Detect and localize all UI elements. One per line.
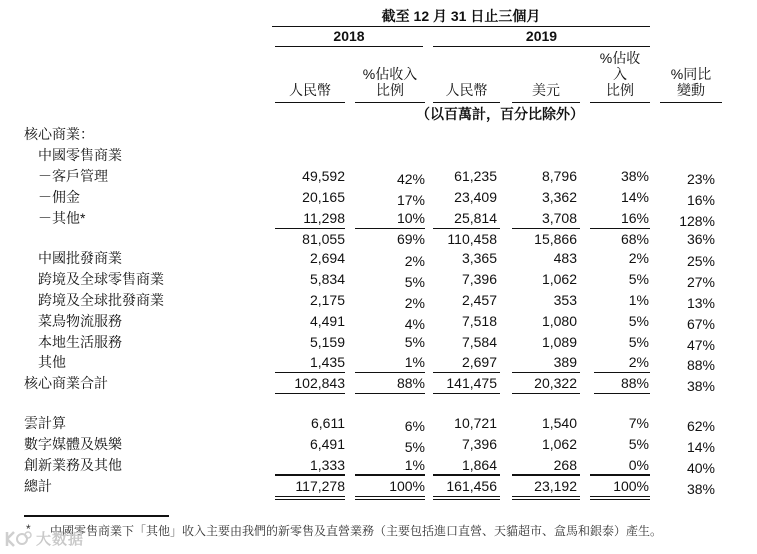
cell-2019-pct: 2% xyxy=(628,354,649,370)
col-rule xyxy=(433,102,500,103)
cell-2018-pct: 5% xyxy=(404,274,425,290)
cell-2019-usd: 1,540 xyxy=(541,415,577,431)
total-rule xyxy=(512,393,580,394)
cell-2018-rmb: 49,592 xyxy=(302,168,345,184)
total-rule xyxy=(594,393,650,394)
cell-2019-rmb: 7,518 xyxy=(461,313,497,329)
table-row xyxy=(0,208,757,228)
col-rule xyxy=(512,102,580,103)
row-label: 其他 xyxy=(38,354,66,370)
row-label: －客戶管理 xyxy=(38,168,108,184)
row-label: 本地生活服務 xyxy=(38,334,122,350)
cell-yoy: 38% xyxy=(686,481,715,497)
cell-2019-rmb: 161,456 xyxy=(446,478,497,494)
cell-2018-rmb: 1,333 xyxy=(309,457,345,473)
row-label: 跨境及全球零售商業 xyxy=(38,271,164,287)
cell-2019-pct: 68% xyxy=(620,231,649,247)
cell-yoy: 88% xyxy=(686,357,715,373)
cell-2018-pct: 2% xyxy=(404,295,425,311)
cell-2018-pct: 10% xyxy=(396,210,425,226)
row-label: 核心商業： xyxy=(24,126,94,142)
col-header-yoy-line2: 變動 xyxy=(677,82,705,98)
cell-2019-rmb: 2,697 xyxy=(461,354,497,370)
cell-2018-rmb: 2,175 xyxy=(309,292,345,308)
col-header-yoy xyxy=(660,66,722,98)
cell-2018-pct: 4% xyxy=(404,316,425,332)
cell-2019-pct: 0% xyxy=(628,457,649,473)
cell-yoy: 14% xyxy=(686,439,715,455)
cell-2019-rmb: 1,864 xyxy=(461,457,497,473)
table-row-core-total xyxy=(0,373,757,393)
col-header-2019-pct xyxy=(590,50,650,98)
cell-2018-pct: 88% xyxy=(396,375,425,391)
cell-2018-rmb: 102,843 xyxy=(294,375,345,391)
cell-2018-rmb: 4,491 xyxy=(309,313,345,329)
table-row-subtotal xyxy=(0,229,757,249)
row-label: 總計 xyxy=(24,478,52,494)
col-rule xyxy=(590,102,650,103)
col-rule xyxy=(355,102,425,103)
col-header-2018-pct-line2: 比例 xyxy=(376,82,404,98)
cell-2019-rmb: 141,475 xyxy=(446,375,497,391)
cell-2019-usd: 23,192 xyxy=(534,478,577,494)
col-header-2019-rmb: 人民幣 xyxy=(445,82,488,98)
cell-2018-rmb: 20,165 xyxy=(302,189,345,205)
cell-2018-pct: 1% xyxy=(404,457,425,473)
cell-2019-rmb: 61,235 xyxy=(454,168,497,184)
cell-yoy: 27% xyxy=(686,274,715,290)
cell-2019-usd: 3,708 xyxy=(541,210,577,226)
col-header-2019-pct-line2: 入 xyxy=(613,66,627,82)
cell-2018-rmb: 6,611 xyxy=(311,415,345,431)
year-2018-header: 2018 xyxy=(333,28,365,44)
cell-2019-rmb: 23,409 xyxy=(454,189,497,205)
cell-2019-pct: 5% xyxy=(628,334,649,350)
table-row xyxy=(0,166,757,186)
cell-2018-rmb: 81,055 xyxy=(302,231,345,247)
col-header-2019-pct-line1: %佔收 xyxy=(599,50,641,66)
total-rule xyxy=(355,393,425,394)
col-header-2019-pct-line3: 比例 xyxy=(606,82,634,98)
footnote-marker: * xyxy=(26,522,31,536)
cell-2018-rmb: 2,694 xyxy=(309,250,345,266)
cell-2019-usd: 1,062 xyxy=(541,271,577,287)
row-label: 菜鳥物流服務 xyxy=(38,313,122,329)
cell-2018-pct: 1% xyxy=(404,354,425,370)
cell-yoy: 128% xyxy=(679,213,715,229)
watermark-logo-icon xyxy=(4,530,32,548)
cell-yoy: 23% xyxy=(686,171,715,187)
cell-2019-usd: 268 xyxy=(553,457,577,473)
cell-2018-pct: 69% xyxy=(396,231,425,247)
grand-total-double-rule xyxy=(355,496,425,500)
cell-yoy: 67% xyxy=(686,316,715,332)
row-label: 核心商業合計 xyxy=(24,375,108,391)
cell-2019-pct: 14% xyxy=(620,189,649,205)
cell-2018-rmb: 11,298 xyxy=(303,210,345,226)
year-2018-rule xyxy=(275,46,423,47)
row-label: 雲計算 xyxy=(24,415,66,431)
cell-2019-pct: 5% xyxy=(628,313,649,329)
table-row xyxy=(0,311,757,331)
cell-2019-usd: 1,089 xyxy=(541,334,577,350)
table-row xyxy=(0,434,757,454)
cell-yoy: 25% xyxy=(686,253,715,269)
watermark xyxy=(4,528,84,549)
table-row xyxy=(0,145,757,165)
col-header-2019-usd: 美元 xyxy=(532,82,560,98)
cell-2019-pct: 5% xyxy=(628,271,649,287)
cell-2019-pct: 5% xyxy=(628,436,649,452)
cell-2019-usd: 3,362 xyxy=(541,189,577,205)
cell-yoy: 36% xyxy=(686,231,715,247)
cell-2019-pct: 38% xyxy=(620,168,649,184)
cell-2018-rmb: 5,159 xyxy=(309,334,345,350)
row-label: 創新業務及其他 xyxy=(24,457,122,473)
year-2019-header: 2019 xyxy=(525,28,558,44)
col-rule xyxy=(275,102,345,103)
table-row xyxy=(0,413,757,433)
cell-2019-usd: 20,322 xyxy=(534,375,577,391)
table-row xyxy=(0,248,757,268)
cell-yoy: 38% xyxy=(686,378,715,394)
cell-2018-pct: 6% xyxy=(404,418,425,434)
cell-2019-rmb: 10,721 xyxy=(454,415,497,431)
cell-2018-pct: 5% xyxy=(404,439,425,455)
grand-total-double-rule xyxy=(275,496,345,500)
cell-yoy: 62% xyxy=(686,418,715,434)
cell-yoy: 13% xyxy=(686,295,715,311)
cell-2019-pct: 2% xyxy=(628,250,649,266)
cell-2019-usd: 353 xyxy=(553,292,577,308)
row-label: －其他* xyxy=(38,210,86,226)
cell-2019-pct: 88% xyxy=(620,375,649,391)
total-rule xyxy=(433,393,500,394)
cell-2019-rmb: 7,396 xyxy=(461,271,497,287)
col-header-2018-rmb: 人民幣 xyxy=(289,82,331,98)
row-label: －佣金 xyxy=(38,189,80,205)
col-rule xyxy=(660,102,722,103)
cell-2018-pct: 2% xyxy=(404,253,425,269)
table-row xyxy=(0,124,757,144)
unit-note: （以百萬計，百分比除外） xyxy=(416,106,584,122)
period-title: 截至 12 月 31 日止三個月 xyxy=(381,8,541,24)
cell-2018-rmb: 1,435 xyxy=(309,354,345,370)
cell-2018-pct: 42% xyxy=(396,171,425,187)
cell-2019-pct: 16% xyxy=(620,210,649,226)
cell-2019-rmb: 3,365 xyxy=(461,250,497,266)
cell-2019-usd: 1,080 xyxy=(541,313,577,329)
grand-total-double-rule xyxy=(433,496,500,500)
cell-2019-rmb: 110,458 xyxy=(447,231,497,247)
cell-2018-pct: 100% xyxy=(389,478,425,494)
col-header-yoy-line1: %同比 xyxy=(670,66,712,82)
cell-2018-rmb: 5,834 xyxy=(309,271,345,287)
row-label: 中國批發商業 xyxy=(38,250,122,266)
table-row-grand-total xyxy=(0,476,757,496)
footnote-text: 中國零售商業下「其他」收入主要由我們的新零售及直營業務（主要包括進口直營、天貓超市、盒馬和銀泰）產生。 xyxy=(50,524,663,538)
cell-2019-rmb: 7,396 xyxy=(461,436,497,452)
cell-2019-usd: 389 xyxy=(553,354,577,370)
cell-2019-usd: 483 xyxy=(553,250,577,266)
total-rule xyxy=(275,393,345,394)
cell-2018-rmb: 6,491 xyxy=(309,436,345,452)
grand-total-double-rule xyxy=(512,496,580,500)
cell-2019-rmb: 7,584 xyxy=(461,334,497,350)
cell-yoy: 47% xyxy=(686,337,715,353)
table-row xyxy=(0,332,757,352)
cell-2019-rmb: 2,457 xyxy=(461,292,497,308)
cell-2019-usd: 15,866 xyxy=(534,231,577,247)
year-2019-rule xyxy=(433,46,650,47)
cell-2019-usd: 1,062 xyxy=(541,436,577,452)
table-row xyxy=(0,352,757,372)
row-label: 中國零售商業 xyxy=(38,147,122,163)
cell-2018-pct: 5% xyxy=(404,334,425,350)
cell-2018-rmb: 117,278 xyxy=(295,478,345,494)
table-row xyxy=(0,290,757,310)
cell-yoy: 40% xyxy=(686,460,715,476)
cell-yoy: 16% xyxy=(686,192,715,208)
grand-total-double-rule xyxy=(590,496,650,500)
table-row xyxy=(0,187,757,207)
table-row xyxy=(0,455,757,475)
cell-2019-usd: 8,796 xyxy=(541,168,577,184)
table-row xyxy=(0,269,757,289)
col-header-2018-pct xyxy=(355,66,425,98)
cell-2019-pct: 1% xyxy=(628,292,649,308)
cell-2019-rmb: 25,814 xyxy=(454,210,497,226)
footnote-rule xyxy=(24,515,169,517)
cell-2018-pct: 17% xyxy=(396,192,425,208)
cell-2019-pct: 100% xyxy=(613,478,649,494)
watermark-text: 大数据 xyxy=(36,531,85,548)
col-header-2018-pct-line1: %佔收入 xyxy=(362,66,418,82)
row-label: 跨境及全球批發商業 xyxy=(38,292,164,308)
cell-2019-pct: 7% xyxy=(628,415,649,431)
row-label: 數字媒體及娛樂 xyxy=(24,436,122,452)
period-title-rule xyxy=(272,26,650,27)
